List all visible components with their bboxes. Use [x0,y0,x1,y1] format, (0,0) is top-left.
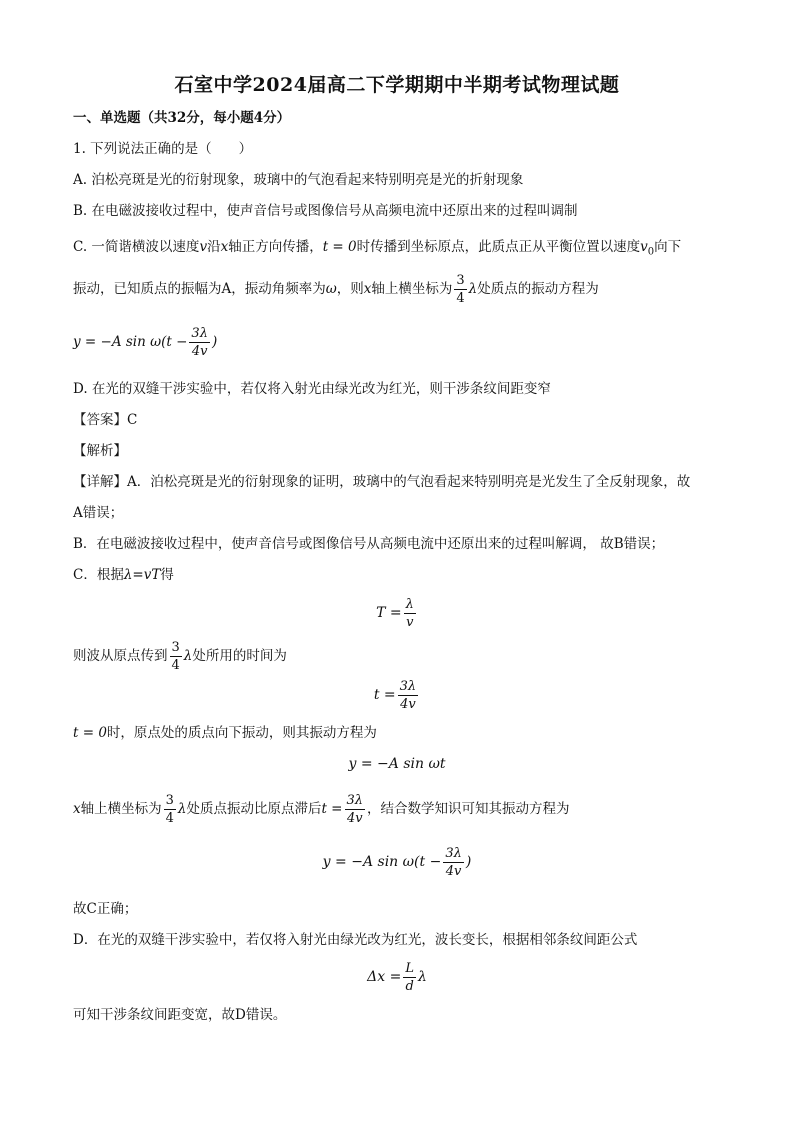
option-c-line2 [73,270,599,308]
equation-text: T = [376,605,402,621]
analysis-label: 【解析】 [73,443,127,459]
equation-fringe-spacing [0,958,794,996]
lambda-symbol: λ [177,801,187,817]
option-a: A. 泊松亮斑是光的衍射现象，玻璃中的气泡看起来特别明亮是光的折射现象 [73,172,524,188]
lambda-symbol: λ [183,648,193,664]
equation-text: y = −A sin ωt [348,756,446,772]
fraction-three-quarters: $\frac{3}{4}$ [165,793,174,826]
wave-formula: λ=vT [123,567,161,583]
equation-text: Δx = [367,969,402,985]
fraction-lambda-v: $\frac{\lambda}{v}$ [405,596,414,630]
t-zero: t = 0 [322,239,357,255]
equation-final-vibration [0,843,794,881]
detail-c-line3 [73,723,377,743]
text: ，则 [336,281,364,297]
fraction-three-quarters: $\frac{3}{4}$ [456,273,465,306]
text: 则波从原点传到 [73,648,168,664]
detail-d-line1: D．在光的双缝干涉实验中，若仅将入射光由绿光改为红光，波长变长，根据相邻条纹间距公式 [73,932,638,948]
text: 时，原点处的质点向下振动，则其振动方程为 [106,725,377,741]
question-stem: 1. 下列说法正确的是（ ） [73,141,253,157]
text: ，结合数学知识可知其振动方程为 [367,801,570,817]
text: 向下 [654,239,682,255]
equation-text: t = [321,801,343,817]
detail-c-line2 [73,637,287,675]
text: 轴正方向传播， [228,239,323,255]
fraction-L-d: $\frac{L}{d}$ [405,960,414,994]
fraction-3lambda-4v: $\frac{3\lambda}{4v}$ [399,678,417,712]
close-paren: ) [211,334,218,350]
omega-symbol: ω [325,281,337,297]
text: 轴上横坐标为 [371,281,453,297]
answer-line [73,410,137,430]
detail-a-line2: A错误； [73,505,124,521]
text: C. 一简谐横波以速度 [73,239,200,255]
v0-subscript: 0 [647,246,655,258]
option-c-line1 [73,237,681,263]
equation-text: y = −A sin ω(t − [322,854,442,870]
fraction-3lambda-4v: $\frac{3\lambda}{4v}$ [191,326,208,359]
v0-symbol: v [640,239,648,255]
detail-b: B．在电磁波接收过程中，使声音信号或图像信号从高频电流中还原出来的过程叫解调， 故B错误； [73,536,665,552]
detail-c-conclusion: 故C正确； [73,901,138,917]
answer-label: 【答案】 [73,412,127,428]
page-title: 石室中学2024届高二下学期期中半期考试物理试题 [174,74,620,96]
text: A．泊松亮斑是光的衍射现象的证明，玻璃中的气泡看起来特别明亮是光发生了全反射现象，故 [127,474,691,490]
lambda-symbol: λ [468,281,478,297]
text: 处质点的振动方程为 [477,281,599,297]
equation-text: y = −A sin ω(t − [73,334,188,350]
x-symbol: x [220,239,229,255]
detail-c-line4 [73,790,570,828]
equation-time [0,676,794,714]
fraction-3lambda-4v: $\frac{3\lambda}{4v}$ [445,845,462,879]
equation-period [0,594,794,632]
velocity-symbol: v [199,239,208,255]
detail-c-line1 [73,565,174,585]
option-b: B. 在电磁波接收过程中，使声音信号或图像信号从高频电流中还原出来的过程叫调制 [73,203,578,219]
answer-value: C [127,412,138,428]
option-d: D. 在光的双缝干涉实验中，若仅将入射光由绿光改为红光，则干涉条纹间距变窄 [73,381,551,397]
text: 轴上横坐标为 [80,801,162,817]
text: C．根据 [73,567,124,583]
text: 处质点振动比原点滞后 [186,801,322,817]
text: 处所用的时间为 [192,648,287,664]
equation-text: t = [373,687,396,703]
text: 沿 [207,239,221,255]
detail-label: 【详解】 [73,474,127,490]
x-symbol: x [363,281,372,297]
close-paren: ) [465,854,472,870]
section-heading: 一、单选题（共32分，每小题4分） [73,110,291,126]
detail-d-conclusion: 可知干涉条纹间距变宽，故D错误。 [73,1007,287,1023]
lambda-symbol: λ [417,969,427,985]
x-symbol: x [73,801,81,817]
detail-a-line1 [73,472,690,492]
fraction-three-quarters: $\frac{3}{4}$ [171,640,180,673]
t-zero: t = 0 [73,725,107,741]
equation-origin-vibration [0,756,794,772]
option-c-equation [73,323,217,361]
fraction-3lambda-4v: $\frac{3\lambda}{4v}$ [346,793,364,826]
text: 得 [160,567,174,583]
text: 振动，已知质点的振幅为A，振动角频率为 [73,281,326,297]
text: 时传播到坐标原点，此质点正从平衡位置以速度 [356,239,641,255]
